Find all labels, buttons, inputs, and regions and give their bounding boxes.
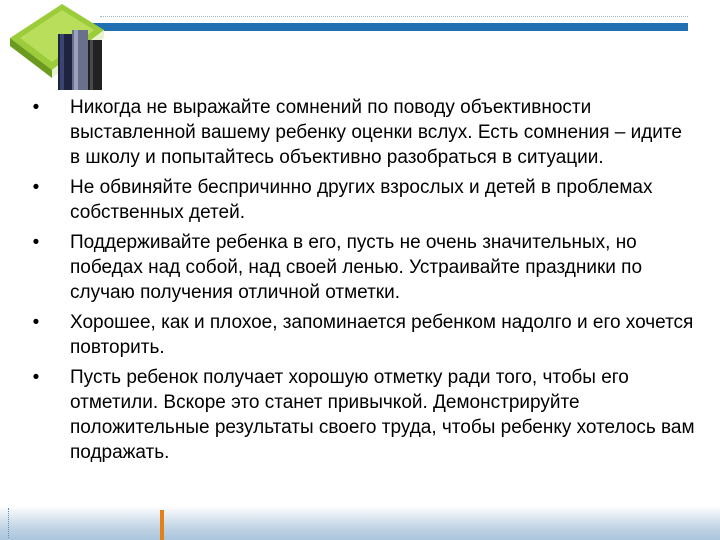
bullet-marker: • [32, 367, 40, 388]
bullet-item [26, 365, 696, 465]
bullet-text: Не обвиняйте беспричинно других взрослых и детей в проблемах собственных детей. [70, 177, 653, 223]
slide-content [26, 95, 696, 470]
bullet-item [26, 95, 696, 170]
bullet-marker: • [32, 177, 40, 198]
books-icon [0, 0, 120, 96]
bullet-text: Хорошее, как и плохое, запоминается ребенком надолго и его хочется повторить. [70, 312, 694, 358]
bullet-marker: • [32, 97, 40, 118]
bullet-item [26, 230, 696, 305]
footer-dotted-tick [8, 508, 10, 538]
bullet-marker: • [32, 312, 40, 333]
bullet-text: Пусть ребенок получает хорошую отметку ради того, чтобы его отметили. Вскоре это станет привычкой. Демонстрируйте положительные результаты своего труда, чтобы ребенку хотелось вам подражать. [70, 367, 695, 463]
bullet-item [26, 175, 696, 225]
footer-accent-bar [160, 510, 164, 540]
bullet-list [26, 95, 696, 465]
top-dotted-rule [100, 16, 688, 17]
bullet-text: Поддерживайте ребенка в его, пусть не очень значительных, но победах над собой, над своей ленью. Устраивайте праздники по случаю получения отличной отметки. [70, 232, 643, 303]
bullet-item [26, 310, 696, 360]
bullet-marker: • [32, 232, 40, 253]
footer-band [0, 506, 720, 540]
header-bar [90, 23, 688, 31]
bullet-text: Никогда не выражайте сомнений по поводу объективности выставленной вашему ребенку оценки вслух. Есть сомнения – идите в школу и попытайтесь объективно разобраться в ситуации. [70, 97, 682, 168]
